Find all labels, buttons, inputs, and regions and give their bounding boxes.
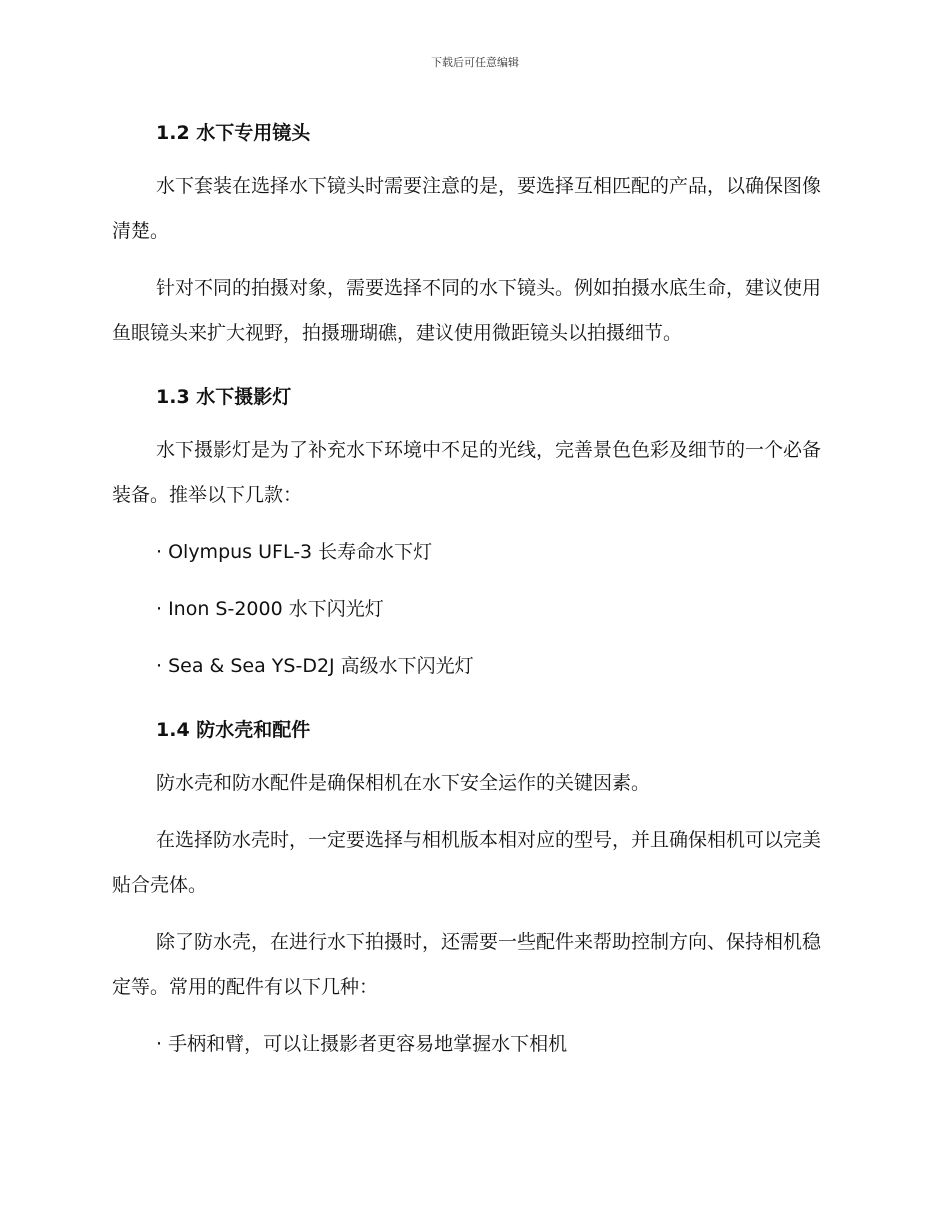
paragraph: 水下摄影灯是为了补充水下环境中不足的光线，完善景色色彩及细节的一个必备装备。推举以下几款： [112, 439, 822, 506]
paragraph: 在选择防水壳时，一定要选择与相机版本相对应的型号，并且确保相机可以完美贴合壳体。 [112, 829, 822, 896]
list-item: · 手柄和臂，可以让摄影者更容易地掌握水下相机 [156, 1033, 568, 1055]
list-item: · Olympus UFL-3 长寿命水下灯 [156, 541, 433, 563]
list-item: · Inon S-2000 水下闪光灯 [156, 598, 384, 620]
section-heading: 1.3 水下摄影灯 [156, 386, 292, 408]
paragraph: 水下套装在选择水下镜头时需要注意的是，要选择互相匹配的产品，以确保图像清楚。 [112, 175, 822, 242]
paragraph: 防水壳和防水配件是确保相机在水下安全运作的关键因素。 [156, 772, 651, 794]
paragraph: 除了防水壳，在进行水下拍摄时，还需要一些配件来帮助控制方向、保持相机稳定等。常用的配件有以下几种： [112, 931, 822, 998]
document-body [112, 104, 832, 1067]
list-item: · Sea & Sea YS-D2J 高级水下闪光灯 [156, 655, 474, 677]
section-heading: 1.2 水下专用镜头 [156, 122, 311, 144]
page-header: 下载后可任意编辑 [431, 56, 519, 69]
section-heading: 1.4 防水壳和配件 [156, 719, 311, 741]
paragraph: 针对不同的拍摄对象，需要选择不同的水下镜头。例如拍摄水底生命，建议使用鱼眼镜头来扩大视野，拍摄珊瑚礁，建议使用微距镜头以拍摄细节。 [112, 277, 822, 344]
